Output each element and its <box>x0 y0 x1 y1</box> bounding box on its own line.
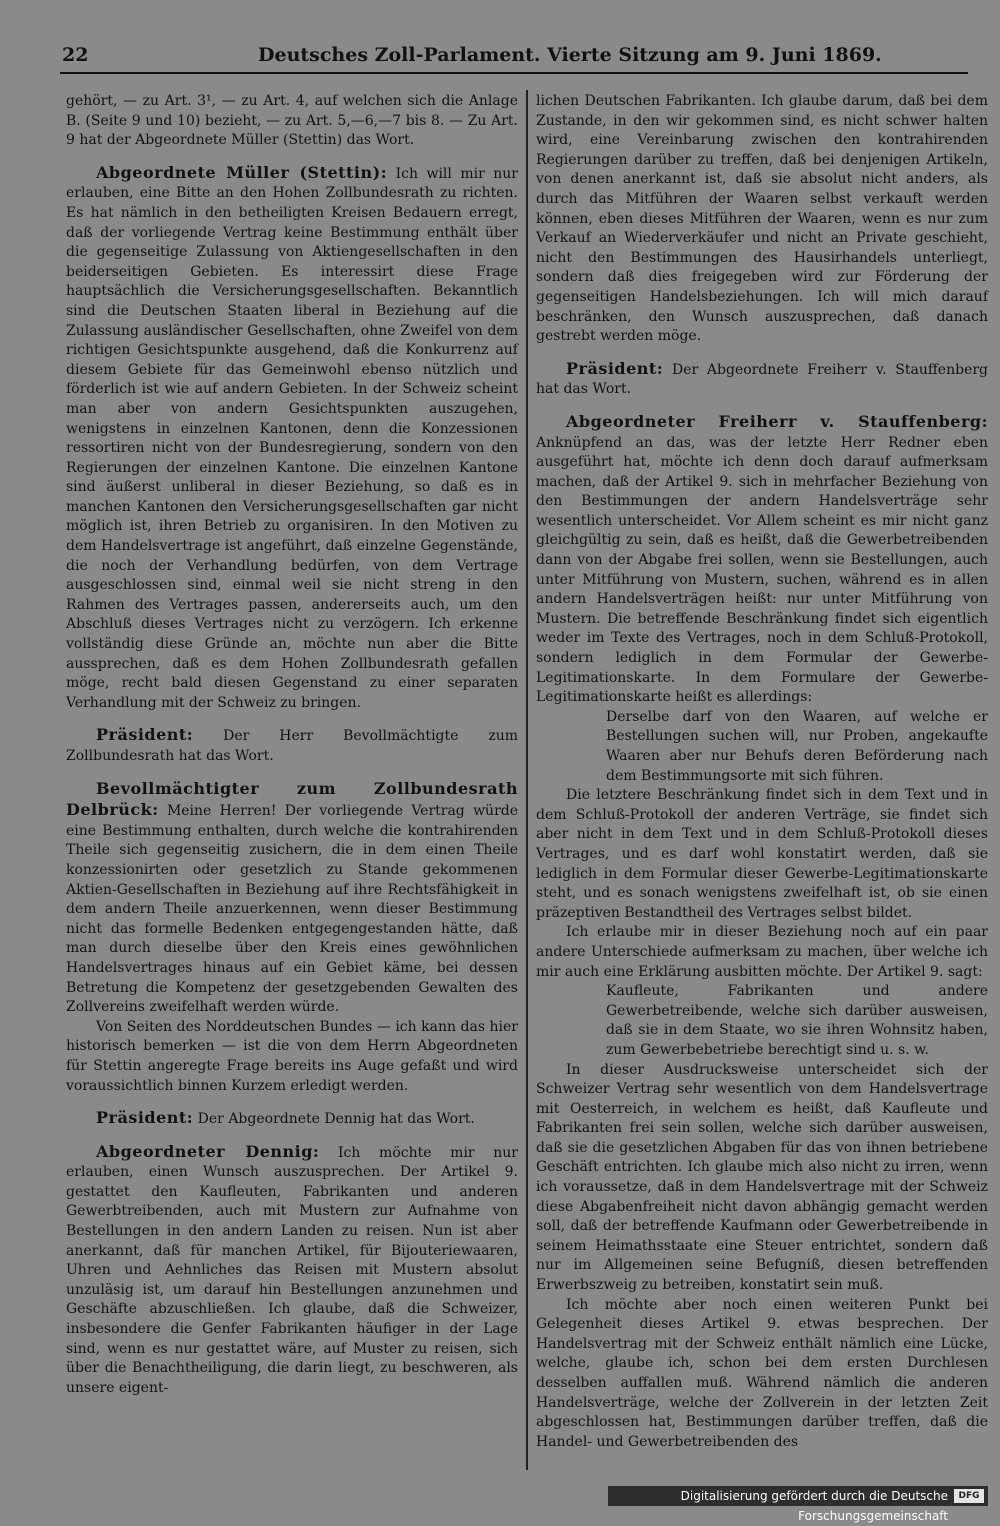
paragraph: Ich erlaube mir in dieser Beziehung noch auf ein paar andere Unterschiede aufmerksam zu machen, über welche ich mir auch eine Erklärung ausbitten möchte. Der Artikel 9. sagt: <box>536 924 988 980</box>
page-number: 22 <box>62 44 89 66</box>
paragraph: Präsident: Der Abgeordnete Dennig hat das Wort. <box>96 1108 475 1128</box>
page-running-title: Deutsches Zoll-Parlament. Vierte Sitzung am 9. Juni 1869. <box>258 44 882 66</box>
paragraph: Von Seiten des Norddeutschen Bundes — ich kann das hier historisch bemerken — ist die von dem Herrn Abgeordneten für Stettin angeregte Frage bereits ins Auge gefaßt und wird voraussichtlich binnen Kurzem erledigt werden. <box>66 1018 518 1094</box>
left-column <box>66 92 518 1398</box>
footer <box>0 1482 1000 1523</box>
page-header <box>62 44 962 70</box>
paragraph: Abgeordneter Dennig: Ich möchte mir nur erlauben, einen Wunsch auszusprechen. Der Artikel 9. gestattet den Kaufleuten, Fabrikanten und anderen Gewerbtreibenden, auch mit Mustern zur Aufnahme von Bestellungen in den andern Landen zu reisen. Nun ist aber anerkannt, daß für manchen Artikel, für Bijouteriewaaren, Uhren und Aehnliches das Reisen mit Mustern absolut unzuläsig ist, um darauf hin Bestellungen anzunehmen und Geschäfte abzuschließen. Ich glaube, daß die Schweizer, insbesondere die Genfer Fabrikanten häufiger in der Lage sind, wenn es nur gestattet wäre, auf Muster zu reisen, sich über die Benachtheiligung, die darin liegt, zu beschweren, als unsere eigent- <box>66 1141 518 1396</box>
paragraph: Die letztere Beschränkung findet sich in dem Text und in dem Schluß-Protokoll der anderen Verträge, sie findet sich aber nicht in dem Text und in dem Schluß-Protokoll dieses Vertrages, und es darf wohl konstatirt werden, daß sie lediglich in dem Formular dieser Gewerbe-Legitimationskarte steht, und es sonach wenigstens zweifelhaft ist, ob sie einen präzeptiven Bestandtheil des Vertrages selbst bildet. <box>536 787 988 921</box>
header-rule <box>60 72 968 74</box>
right-column <box>536 92 988 1452</box>
paragraph: Präsident: Der Herr Bevollmächtigte zum Zollbundesrath hat das Wort. <box>66 725 519 764</box>
speaker-name: Abgeordneter Freiherr v. Stauffenberg: <box>566 411 988 431</box>
speaker-name: Präsident: <box>96 1108 194 1128</box>
paragraph: gehört, — zu Art. 3¹, — zu Art. 4, auf welchen sich die Anlage B. (Seite 9 und 10) bezieht, — zu Art. 5,—6,—7 bis 8. — Zu Art. 9 hat der Abgeordnete Müller (Stettin) das Wort. <box>66 93 518 149</box>
paragraph: Abgeordnete Müller (Stettin): Ich will mir nur erlauben, eine Bitte an den Hohen Zollbundesrath zu richten. Es hat nämlich in den betheiligten Kreisen Bedauern erregt, daß der vorliegende Vertrag keine Bestimmung enthält über die gegenseitige Zulassung von Aktiengesellschaften in den beiderseitigen Gebieten. Es interessirt diese Frage hauptsächlich die Versicherungsgesellschaften. Bekanntlich sind die Deutschen Staaten liberal in Beziehung auf die Zulassung ausländischer Gesellschaften, ohne Zweifel von dem richtigen Gesichtspunkte ausgehend, daß die Konkurrenz auf diesem Gebiete für das Gemeinwohl ebenso nützlich und förderlich ist wie auf andern Gebieten. In der Schweiz scheint man aber von andern Gesichtspunkten auszugehen, wenigstens in einzelnen Kantonen, denn die Konzessionen ressortiren nicht von der Bundesregierung, sondern von den Regierungen der einzelnen Kantone. Die einzelnen Kantone sind äußerst unliberal in dieser Beziehung, so daß es in manchen Kantonen den Versicherungsgesellschaften gar nicht möglich ist, ihren Betrieb zu organisiren. In den Motiven zu dem Handelsvertrage ist angeführt, daß einzelne Gegenstände, die noch der Verhandlung bedürfen, von dem Vertrage ausgeschlossen sind, einmal weil sie nicht streng in den Rahmen des Vertrages passen, andererseits auch, um den Abschluß dieses Vertrages nicht zu verzögern. Ich erkenne vollständig diese Gründe an, möchte nun aber die Bitte aussprechen, daß es dem Hohen Zollbundesrath gefallen möge, recht bald diesen Gegenstand zu einer separaten Verhandlung mit der Schweiz zu bringen. <box>66 162 518 711</box>
speaker-name: Präsident: <box>96 725 194 745</box>
speaker-name: Bevollmächtigter zum Zollbundesrath Delbrück: <box>66 778 518 820</box>
paragraph: Abgeordneter Freiherr v. Stauffenberg: Anknüpfend an das, was der letzte Herr Redner eben ausgeführt hat, möchte ich denn doch darauf aufmerksam machen, daß der Artikel 9. sich in mehrfacher Beziehung von den Bestimmungen der andern Handelsverträge sehr wesentlich unterscheidet. Vor Allem scheint es mir nicht ganz gleichgültig zu sein, daß es heißt, daß die Gewerbetreibenden dann von der Abgabe frei sollen, wenn sie Bestellungen, auch unter Mitführung von Mustern, suchen, während es in allen andern Handelsverträgen heißt: nur unter Mitführung von Mustern. Die betreffende Beschränkung findet sich eigentlich weder im Texte des Vertrages, noch in dem Schluß-Protokoll, sondern lediglich in dem Formular der Gewerbe-Legitimationskarte. In dem Formulare der Gewerbe-Legitimationskarte heißt es allerdings: <box>536 411 988 706</box>
paragraph: Präsident: Der Abgeordnete Freiherr v. Stauffenberg hat das Wort. <box>536 358 989 398</box>
speaker-name: Präsident: <box>566 358 664 378</box>
quotation: Kaufleute, Fabrikanten und andere Gewerbetreibende, welche sich darüber ausweisen, daß sie in dem Staate, wo sie ihren Wohnsitz haben, zum Gewerbebetriebe berechtigt sind u. s. w. <box>606 983 988 1058</box>
paragraph: lichen Deutschen Fabrikanten. Ich glaube darum, daß bei dem Zustande, in den wir gekommen sind, es nicht schwer halten wird, eine Vereinbarung zwischen den kontrahirenden Regierungen darüber zu treffen, daß bei denjenigen Artikeln, von denen anerkannt ist, daß sie absolut nicht anders, als durch das Mitführen der Waaren selbst verkauft werden können, eben dieses Mitführen der Waaren, wenn es nur zum Verkauf an Wiederverkäufer und nicht an Private geschieht, nicht den Bestimmungen des Hausirhandels unterliegt, sondern daß dies freigegeben wird zur Förderung der gegenseitigen Handelsbeziehungen. Ich will mich darauf beschränken, den Wunsch auszusprechen, daß danach gestrebt werden möge. <box>536 93 988 345</box>
paragraph: Ich möchte aber noch einen weiteren Punkt bei Gelegenheit dieses Artikel 9. etwas besprechen. Der Handelsvertrag mit der Schweiz enthält nämlich eine Lücke, welche, glaube ich, schon bei dem ersten Durchlesen desselben auffallen muß. Während nämlich die anderen Handelsverträge, welche der Zollverein in der letzten Zeit abgeschlossen hat, Bestimmungen darüber treffen, daß die Handel- und Gewerbetreibenden des <box>536 1296 988 1450</box>
quotation: Derselbe darf von den Waaren, auf welche er Bestellungen suchen will, nur Proben, angekaufte Waaren aber nur Behufs deren Beförderung nach dem Bestimmungsorte mit sich führen. <box>606 708 988 784</box>
dfg-logo: DFG <box>954 1489 984 1503</box>
column-separator <box>526 90 528 1470</box>
paragraph: In dieser Ausdrucksweise unterscheidet sich der Schweizer Vertrag sehr wesentlich von dem Handelsvertrage mit Oesterreich, in welchem es heißt, daß Kaufleute und Fabrikanten frei sein sollen, welche sich darüber ausweisen, daß sie die gesetzlichen Abgaben für das von ihnen betriebene Geschäft entrichten. Ich glaube mich also nicht zu irren, wenn ich voraussetze, daß in dem Handelsvertrage mit der Schweiz diese Abgabenfreiheit nicht davon abhängig gemacht werden soll, daß der betreffende Kaufmann oder Gewerbetreibende in seinem Heimathsstaate eine Steuer entrichtet, sondern daß nur im Allgemeinen seine Befugniß, diesen betreffenden Erwerbszweig zu betreiben, konstatirt sein muß. <box>536 1061 988 1294</box>
speaker-name: Abgeordnete Müller (Stettin): <box>96 162 388 182</box>
paragraph: Bevollmächtigter zum Zollbundesrath Delbrück: Meine Herren! Der vorliegende Vertrag würde eine Bestimmung enthalten, durch welche die kontrahirenden Theile sich gegenseitig zusichern, die in dem einen Theile konzessionirten oder gesetzlich zu Stande gekommenen Aktien-Gesellschaften in Beziehung auf ihre Rechtsfähigkeit in dem andern Theile anzuerkennen, wenn dieser Bestimmung nicht das formelle Bedenken entgegengestanden hätte, daß man durch dieselbe über den Kreis eines gewöhnlichen Handelsvertrages hinaus auf ein Gebiet käme, bei dessen Betretung die Kompetenz der gesetzgebenden Gewalten des Zollvereins zweifelhaft werden würde. <box>66 778 519 1016</box>
speaker-name: Abgeordneter Dennig: <box>96 1141 320 1161</box>
funding-note: Digitalisierung gefördert durch die Deutsche Forschungsgemeinschaft <box>608 1486 988 1506</box>
